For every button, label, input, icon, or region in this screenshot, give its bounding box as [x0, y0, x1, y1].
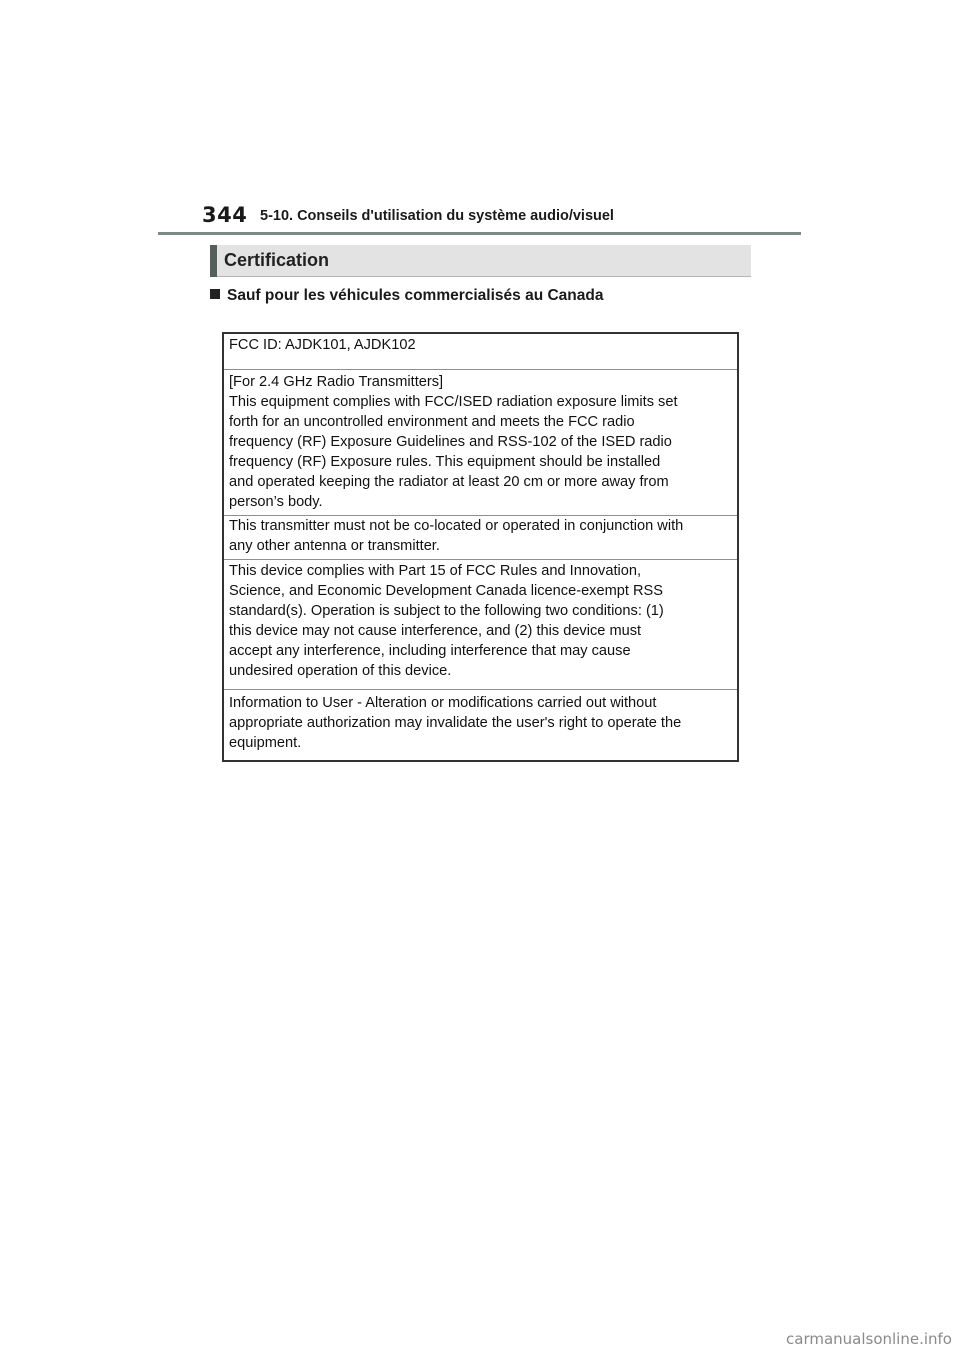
row-divider [224, 369, 737, 370]
header-rule [158, 232, 801, 235]
section-heading-bar [210, 245, 751, 277]
certification-label-box [222, 332, 739, 762]
user-information-text: Information to User - Alteration or modifications carried out without appropriate authorization may invalidate the user's right to operate the equipment. [229, 695, 682, 751]
co-location-text: This transmitter must not be co-located or operated in conjunction with any other antenna or transmitter. [229, 518, 684, 554]
radio-exposure-text: [For 2.4 GHz Radio Transmitters] This equipment complies with FCC/ISED radiation exposure limits set forth for an uncontrolled environment and meets the FCC radio frequency (RF) Exposure Guidelines and RSS-102 of the ISED radio frequency (RF) Exposure rules. This equipment should be installed and operated keeping the radiator at least 20 cm or more away from person’s body. [229, 374, 678, 510]
watermark: carmanualsonline.info [786, 1330, 952, 1348]
square-bullet-icon [210, 289, 220, 299]
part15-compliance-text: This device complies with Part 15 of FCC Rules and Innovation, Science, and Economic Development Canada licence-exempt RSS standard(s). Operation is subject to the following two conditions: (1) this device may not cause interference, and (2) this device must accept any interference, including interference that may cause undesired operation of this device. [229, 563, 664, 679]
row-divider [224, 689, 737, 690]
page-number: 344 [202, 203, 248, 227]
row-divider [224, 559, 737, 560]
subheading-text: Sauf pour les véhicules commercialisés au Canada [227, 287, 604, 304]
fcc-id-text: FCC ID: AJDK101, AJDK102 [229, 337, 416, 353]
section-accent-stripe [210, 245, 217, 277]
section-title: Certification [224, 250, 330, 270]
subheading [210, 287, 603, 305]
chapter-title: 5-10. Conseils d'utilisation du système audio/visuel [260, 208, 614, 224]
